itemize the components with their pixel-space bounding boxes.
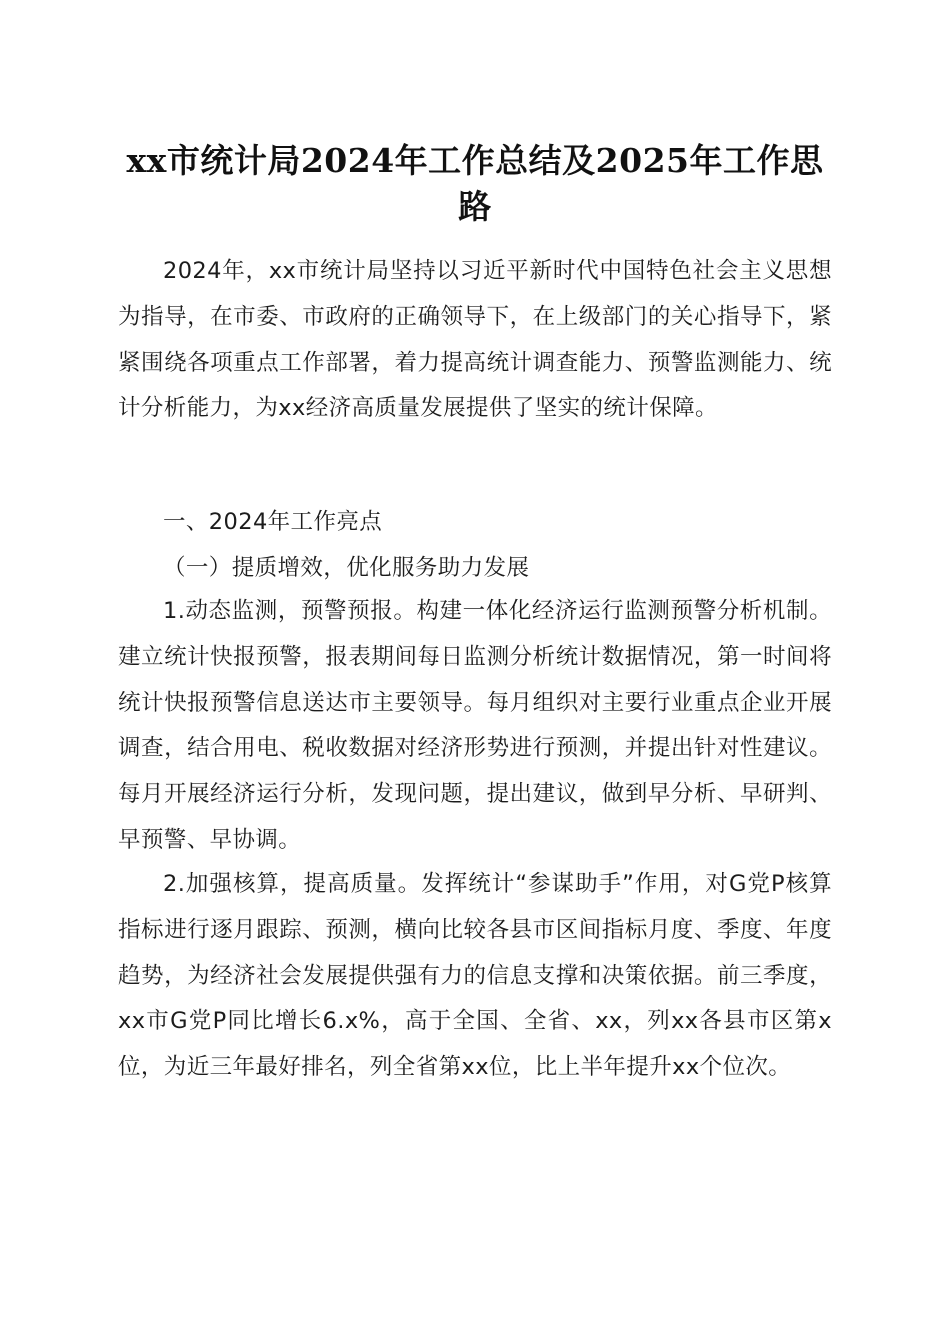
subsection-heading: （一）提质增效，优化服务助力发展 bbox=[163, 555, 530, 581]
item-paragraph-2: 2.加强核算，提高质量。发挥统计“参谋助手”作用，对G党P核算指标进行逐月跟踪、预测，横向比较各县市区间指标月度、季度、年度趋势，为经济社会发展提供强有力的信息支撑和决策依据。前三季度，xx市G党P同比增长6.x%，高于全国、全省、xx，列xx各县市区第x位，为近三年最好排名，列全省第xx位，比上半年提升xx个位次。 bbox=[118, 871, 832, 1081]
intro-paragraph: 2024年，xx市统计局坚持以习近平新时代中国特色社会主义思想为指导，在市委、市政府的正确领导下，在上级部门的关心指导下，紧紧围绕各项重点工作部署，着力提高统计调查能力、预警监测能力、统计分析能力，为xx经济高质量发展提供了坚实的统计保障。 bbox=[118, 258, 832, 422]
section-heading: 一、2024年工作亮点 bbox=[163, 509, 383, 535]
document-title: xx市统计局2024年工作总结及2025年工作思路 bbox=[126, 141, 824, 226]
item-paragraph-1: 1.动态监测，预警预报。构建一体化经济运行监测预警分析机制。建立统计快报预警，报表期间每日监测分析统计数据情况，第一时间将统计快报预警信息送达市主要领导。每月组织对主要行业重点企业开展调查，结合用电、税收数据对经济形势进行预测，并提出针对性建议。每月开展经济运行分析，发现问题，提出建议，做到早分析、早研判、早预警、早协调。 bbox=[118, 598, 832, 853]
